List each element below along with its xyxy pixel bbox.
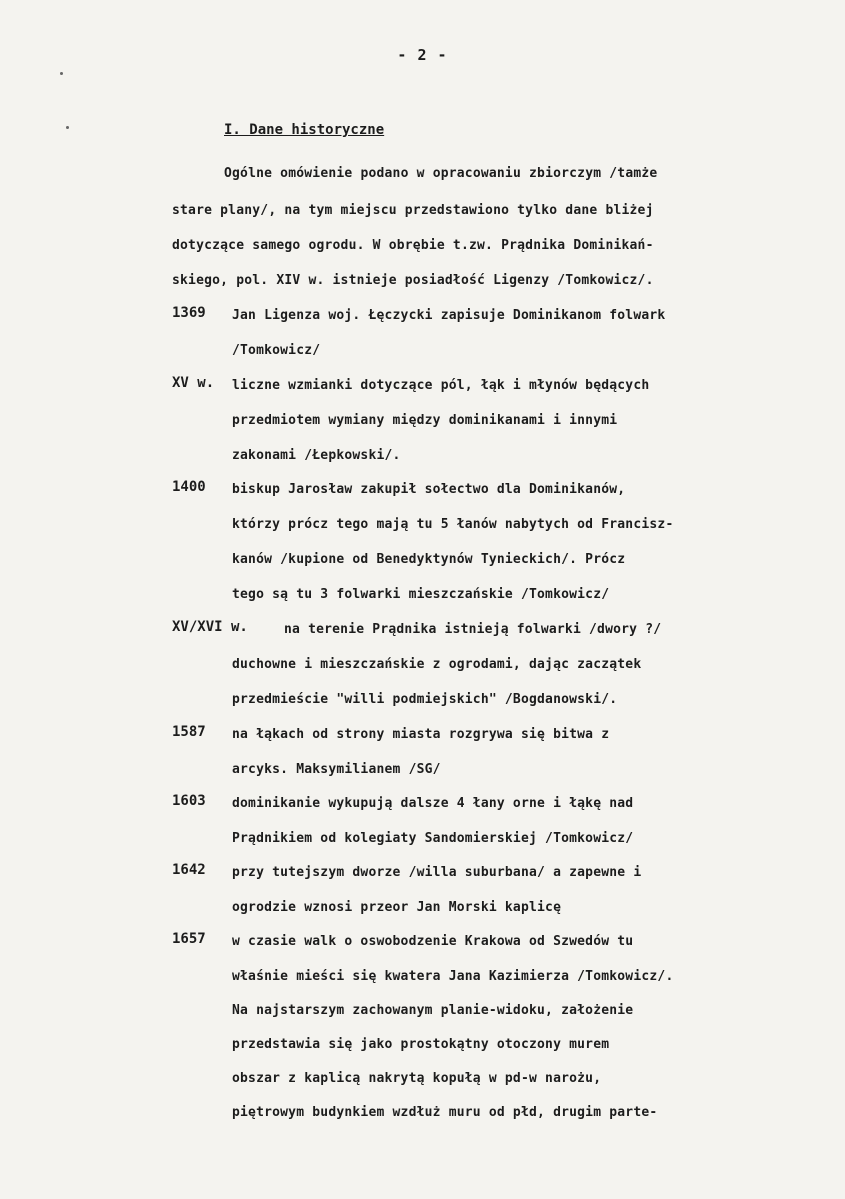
entry-line: przedmiotem wymiany między dominikanami i innymi: [232, 413, 618, 428]
entry-line: biskup Jarosław zakupił sołectwo dla Dominikanów,: [232, 482, 626, 497]
scan-speck: [66, 126, 69, 129]
entry-year: 1603: [172, 793, 206, 809]
entry-year: 1642: [172, 862, 206, 878]
intro-line: skiego, pol. XIV w. istnieje posiadłość Ligenzy /Tomkowicz/.: [172, 273, 654, 288]
entry-line: Na najstarszym zachowanym planie-widoku, założenie: [232, 1003, 634, 1018]
entry-line: obszar z kaplicą nakrytą kopułą w pd-w narożu,: [232, 1071, 602, 1086]
entry-year: 1369: [172, 305, 206, 321]
entry-line: przedstawia się jako prostokątny otoczony murem: [232, 1037, 610, 1052]
entry-line: na terenie Prądnika istnieją folwarki /dwory ?/: [284, 622, 662, 637]
entry-line: Jan Ligenza woj. Łęczycki zapisuje Dominikanom folwark: [232, 308, 666, 323]
section-heading: I. Dane historyczne: [224, 122, 385, 138]
entry-year: 1400: [172, 479, 206, 495]
entry-line: na łąkach od strony miasta rozgrywa się bitwa z: [232, 727, 610, 742]
entry-line: którzy prócz tego mają tu 5 łanów nabytych od Francisz-: [232, 517, 674, 532]
entry-line: przedmieście "willi podmiejskich" /Bogdanowski/.: [232, 692, 618, 707]
page-number: - 2 -: [397, 46, 448, 64]
entry-line: tego są tu 3 folwarki mieszczańskie /Tomkowicz/: [232, 587, 610, 602]
intro-line: Ogólne omówienie podano w opracowaniu zbiorczym /tamże: [224, 166, 658, 181]
entry-line: liczne wzmianki dotyczące pól, łąk i młynów będących: [232, 378, 650, 393]
scan-speck: [60, 72, 63, 75]
entry-year: XV/XVI w.: [172, 619, 248, 635]
entry-line: piętrowym budynkiem wzdłuż muru od płd, drugim parte-: [232, 1105, 658, 1120]
entry-line: duchowne i mieszczańskie z ogrodami, dając zaczątek: [232, 657, 642, 672]
entry-line: ogrodzie wznosi przeor Jan Morski kaplicę: [232, 900, 562, 915]
entry-line: arcyks. Maksymilianem /SG/: [232, 762, 441, 777]
entry-line: zakonami /Łepkowski/.: [232, 448, 401, 463]
entry-line: kanów /kupione od Benedyktynów Tynieckich/. Prócz: [232, 552, 626, 567]
entry-line: w czasie walk o oswobodzenie Krakowa od Szwedów tu: [232, 934, 634, 949]
intro-line: dotyczące samego ogrodu. W obrębie t.zw. Prądnika Dominikań-: [172, 238, 654, 253]
entry-line: Prądnikiem od kolegiaty Sandomierskiej /Tomkowicz/: [232, 831, 634, 846]
entry-line: dominikanie wykupują dalsze 4 łany orne i łąkę nad: [232, 796, 634, 811]
entry-line: właśnie mieści się kwatera Jana Kazimierza /Tomkowicz/.: [232, 969, 674, 984]
entry-year: 1587: [172, 724, 206, 740]
entry-line: /Tomkowicz/: [232, 343, 321, 358]
entry-year: XV w.: [172, 375, 215, 391]
intro-line: stare plany/, na tym miejscu przedstawiono tylko dane bliżej: [172, 203, 654, 218]
entry-line: przy tutejszym dworze /willa suburbana/ a zapewne i: [232, 865, 642, 880]
entry-year: 1657: [172, 931, 206, 947]
